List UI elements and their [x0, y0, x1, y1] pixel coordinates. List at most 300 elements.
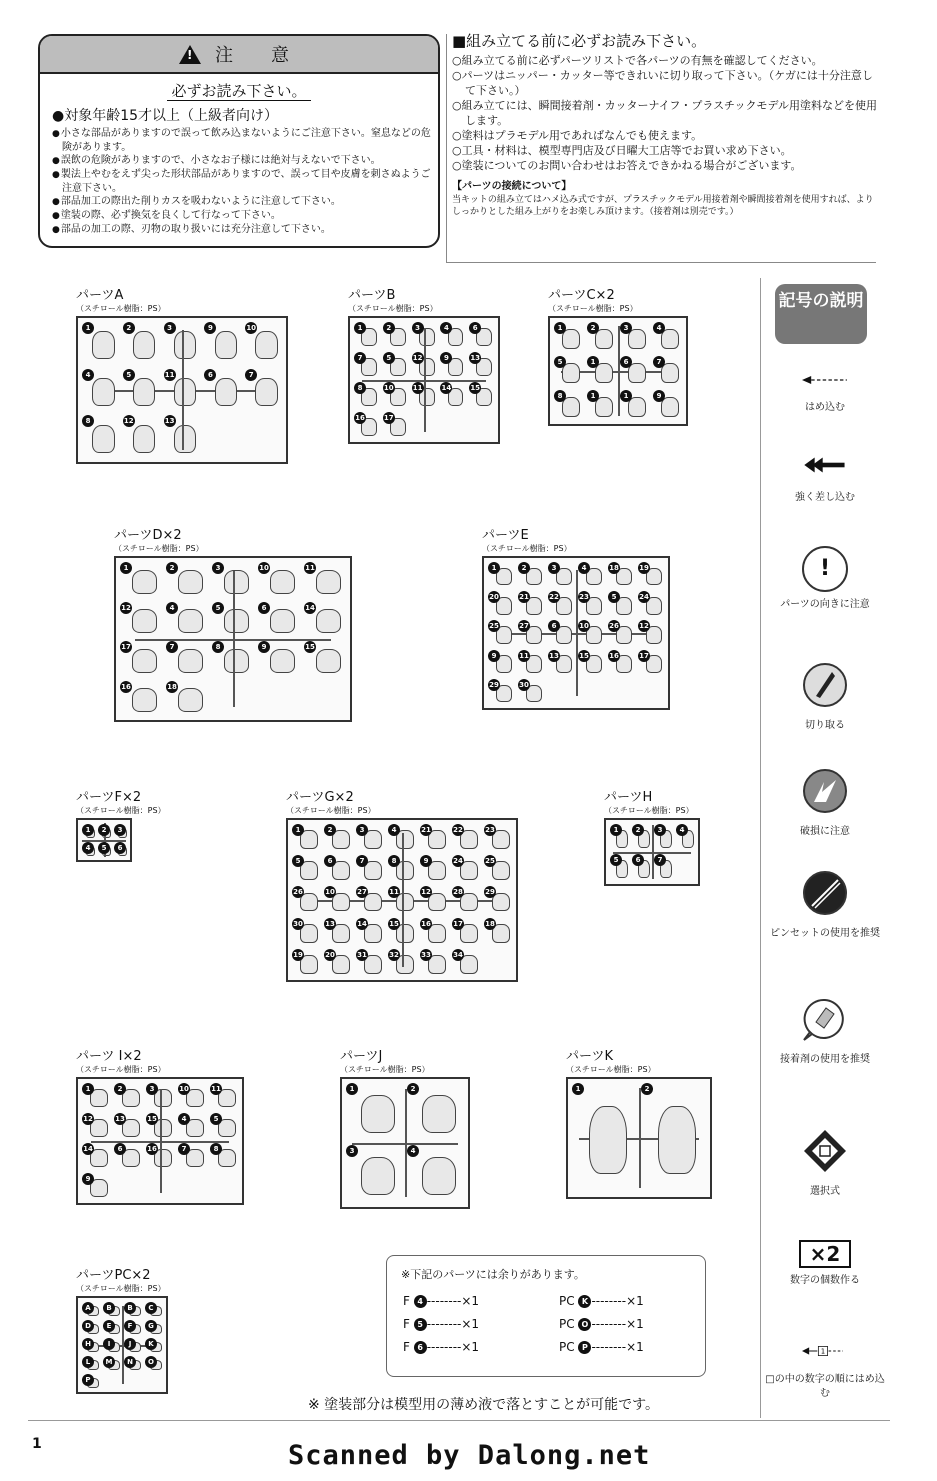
- part-number-badge: 3: [346, 1145, 358, 1157]
- part-number-badge: I: [103, 1338, 115, 1350]
- part-number-badge: 12: [412, 354, 423, 362]
- sprue-diagram: [604, 818, 700, 886]
- part-number-badge: 2: [632, 824, 644, 836]
- part-number-badge: 5: [212, 602, 224, 614]
- sprue-diagram: [548, 316, 688, 426]
- part-number-badge: 29: [489, 680, 499, 689]
- age-notice: ●対象年齢15才以上（上級者向け）: [52, 108, 279, 124]
- must-read: 必ずお読み下さい。: [40, 80, 438, 101]
- part-number-badge: 15: [389, 919, 399, 928]
- part-number-badge: 12: [421, 888, 431, 897]
- legend-label: パーツの向きに注意: [780, 599, 870, 610]
- part-number-badge: 17: [453, 919, 463, 928]
- sprue-piece: [361, 1157, 395, 1194]
- part-number-badge: 16: [609, 651, 619, 660]
- part-title: パーツC×2: [548, 288, 615, 303]
- part-material: （スチロール樹脂：PS）: [566, 1065, 656, 1074]
- spare-row: [559, 1340, 644, 1354]
- part-number-badge: 6: [469, 322, 481, 334]
- sprue-piece: [661, 363, 679, 383]
- legend-item-order: [761, 1340, 889, 1401]
- part-material: （スチロール樹脂：PS）: [548, 304, 638, 313]
- part-number-badge: 10: [579, 622, 589, 631]
- order-icon: [802, 1340, 848, 1362]
- part-number-badge: 16: [121, 682, 131, 691]
- part-number-badge: 4: [440, 322, 452, 334]
- part-number-badge: 20: [489, 593, 499, 602]
- part-number-badge: 4: [82, 369, 94, 381]
- part-number-badge: 10: [383, 384, 394, 392]
- part-number-badge: 3: [146, 1083, 158, 1095]
- part-number-badge: 7: [166, 641, 178, 653]
- part-number-badge: G: [145, 1320, 157, 1332]
- part-number-badge: A: [82, 1302, 94, 1314]
- part-number-badge: 3: [114, 824, 126, 836]
- part-number-badge: 13: [164, 417, 175, 426]
- sprue-piece: [132, 570, 157, 594]
- sprue-piece: [224, 570, 249, 594]
- multiply-icon: ×2: [799, 1240, 851, 1268]
- instruction-item: ○ 塗料はプラモデル用であればなんでも使えます。: [452, 128, 882, 143]
- part-number-badge: 26: [609, 622, 619, 631]
- sprue-piece: [562, 363, 580, 383]
- part-title: パーツK: [566, 1049, 614, 1064]
- part-number-badge: M: [103, 1356, 115, 1368]
- part-number-badge: 3: [620, 322, 632, 334]
- part-number-badge: 5: [292, 855, 304, 867]
- part-number-badge: 1: [554, 322, 566, 334]
- part-number-badge: 2: [383, 322, 395, 334]
- part-number-badge: L: [82, 1356, 94, 1368]
- part-number-badge: 11: [211, 1085, 221, 1093]
- legend-title: 記号の説明: [775, 284, 867, 344]
- part-number-badge: 14: [83, 1145, 93, 1153]
- part-title: パーツD×2: [114, 528, 182, 543]
- spare-part-number: K: [578, 1295, 591, 1308]
- part-number-badge: 10: [259, 564, 269, 572]
- sprue-piece: [422, 1095, 456, 1132]
- sprue-piece: [661, 329, 679, 349]
- part-number-badge: 9: [258, 641, 270, 653]
- part-number-badge: 17: [121, 643, 131, 651]
- part-number-badge: 14: [357, 919, 367, 928]
- sprue-piece: [361, 1095, 395, 1132]
- part-number-badge: 18: [167, 682, 177, 691]
- caution-item: ● 製法上やむをえず尖った形状部品がありますので、誤って目や皮膚を刺さぬようご注意下さい。: [52, 168, 438, 195]
- part-number-badge: 4: [82, 842, 94, 854]
- part-number-badge: 12: [639, 622, 649, 631]
- caution-title: 注 意: [215, 45, 299, 66]
- part-number-badge: 4: [653, 322, 665, 334]
- sprue-piece: [255, 331, 277, 359]
- part-material: （スチロール樹脂：PS）: [76, 806, 166, 815]
- part-number-badge: 1: [610, 824, 622, 836]
- choice-icon: [802, 1128, 848, 1174]
- part-number-badge: 23: [579, 593, 589, 602]
- part-material: （スチロール樹脂：PS）: [76, 304, 166, 313]
- sprue-diagram: [340, 1077, 470, 1209]
- legend-item-cut: [761, 662, 889, 733]
- spare-qty: --------×1: [591, 1294, 644, 1308]
- caution-item: ● 誤飲の危険がありますので、小さなお子様には絶対与えないで下さい。: [52, 154, 438, 168]
- legend-label: 接着剤の使用を推奨: [780, 1054, 870, 1065]
- part-number-badge: 12: [123, 417, 134, 426]
- part-number-badge: 9: [420, 855, 432, 867]
- sprue-piece: [316, 609, 341, 633]
- sprue-piece: [132, 688, 157, 712]
- sprue-piece: [589, 1106, 627, 1174]
- sprue-diagram: [76, 818, 132, 862]
- part-number-badge: 3: [412, 322, 424, 334]
- spare-part-number: 6: [414, 1341, 427, 1354]
- part-number-badge: 3: [548, 562, 560, 574]
- part-number-badge: 10: [325, 888, 335, 897]
- part-number-badge: 1: [82, 322, 94, 334]
- legend-item-push: [761, 450, 889, 505]
- part-number-badge: 6: [620, 356, 632, 368]
- part-number-badge: 1: [572, 1083, 584, 1095]
- part-material: （スチロール樹脂：PS）: [604, 806, 694, 815]
- part-number-badge: 3: [654, 824, 666, 836]
- glue-icon: [802, 996, 848, 1042]
- legend: [760, 278, 900, 1418]
- part-number-badge: 1: [354, 322, 366, 334]
- instruction-item: ○ 工具・材料は、模型専門店及び日曜大工店等でお買い求め下さい。: [452, 143, 882, 158]
- part-number-badge: 21: [519, 593, 529, 602]
- part-number-badge: 15: [147, 1115, 157, 1123]
- caution-list: [52, 127, 438, 237]
- part-number-badge: 13: [115, 1115, 125, 1123]
- part-block-b: [348, 284, 500, 444]
- part-number-badge: 1: [346, 1083, 358, 1095]
- part-material: （スチロール樹脂：PS）: [348, 304, 438, 313]
- part-number-badge: 8: [210, 1143, 222, 1155]
- part-number-badge: 4: [407, 1145, 419, 1157]
- part-number-badge: 33: [421, 950, 431, 959]
- part-block-a: [76, 284, 288, 464]
- legend-item-choice: [761, 1128, 889, 1199]
- spare-row: [403, 1294, 479, 1308]
- sprue-piece: [224, 649, 249, 673]
- part-number-badge: 4: [676, 824, 688, 836]
- legend-label: 破損に注意: [800, 826, 850, 837]
- sprue-piece: [215, 378, 237, 406]
- part-number-badge: 6: [258, 602, 270, 614]
- instructions-list: [452, 53, 882, 173]
- spare-qty: --------×1: [591, 1340, 644, 1354]
- legend-item-tweezers: [761, 870, 889, 941]
- spare-parts-box: [386, 1255, 706, 1377]
- part-number-badge: P: [82, 1374, 94, 1386]
- instructions-divider: [446, 34, 447, 262]
- part-number-badge: 13: [325, 919, 335, 928]
- part-number-badge: 1: [82, 1083, 94, 1095]
- part-number-badge: 13: [470, 354, 481, 362]
- part-number-badge: 15: [305, 643, 315, 651]
- part-number-badge: 17: [383, 414, 394, 422]
- part-number-badge: 7: [178, 1143, 190, 1155]
- part-block-f: [76, 786, 166, 862]
- part-number-badge: 18: [609, 564, 619, 572]
- part-number-badge: 9: [440, 352, 452, 364]
- part-number-badge: 19: [639, 564, 649, 572]
- part-number-badge: 21: [421, 826, 431, 834]
- legend-label: □の中の数字の順にはめ込む: [765, 1374, 885, 1399]
- part-material: （スチロール樹脂：PS）: [114, 544, 204, 553]
- spare-prefix: PC: [559, 1340, 579, 1354]
- sprue-piece: [132, 609, 157, 633]
- paint-note: ※ 塗装部分は模型用の薄め液で落とすことが可能です。: [308, 1397, 660, 1413]
- page-rule: [28, 1420, 890, 1421]
- part-number-badge: 1: [120, 562, 132, 574]
- part-number-badge: 2: [518, 562, 530, 574]
- instructions-title: ■組み立てる前に必ずお読み下さい。: [452, 32, 707, 50]
- spare-qty: --------×1: [426, 1294, 480, 1308]
- sprue-piece: [174, 425, 196, 453]
- part-number-badge: 16: [421, 919, 431, 928]
- part-title: パーツPC×2: [76, 1268, 151, 1283]
- part-number-badge: 4: [578, 562, 590, 574]
- part-block-i: [76, 1045, 244, 1205]
- dashed-arrow-icon: [802, 370, 848, 390]
- part-number-badge: B: [124, 1302, 136, 1314]
- part-number-badge: 2: [641, 1083, 653, 1095]
- caution-item: ● 小さな部品がありますので誤って飲み込まないようにご注意下さい。窒息などの危険があります。: [52, 127, 438, 154]
- sprue-piece: [316, 649, 341, 673]
- spare-part-number: O: [578, 1318, 591, 1331]
- part-number-badge: D: [82, 1320, 94, 1332]
- instruction-item: ○ パーツはニッパー・カッター等できれいに切り取って下さい。（ケガには十分注意して下さい。）: [452, 68, 882, 98]
- part-number-badge: 25: [485, 857, 495, 866]
- sprue-piece: [92, 378, 114, 406]
- part-material: （スチロール樹脂：PS）: [76, 1284, 166, 1293]
- part-number-badge: 22: [453, 826, 463, 834]
- part-number-badge: E: [103, 1320, 115, 1332]
- sprue-piece: [562, 397, 580, 417]
- part-number-badge: 11: [519, 651, 529, 660]
- sprue-piece: [628, 363, 646, 383]
- part-number-badge: 5: [608, 591, 620, 603]
- legend-label: 強く差し込む: [795, 492, 855, 503]
- part-number-badge: 9: [488, 650, 500, 662]
- part-number-badge: F: [124, 1320, 136, 1332]
- part-number-badge: 2: [587, 322, 599, 334]
- part-number-badge: 32: [389, 950, 399, 959]
- connection-text: 当キットの組み立てはハメ込み式ですが、プラスチックモデル用接着剤や瞬間接着剤を使用すれば、よりしっかりとした組み上がりをお楽しみ頂けます。（接着剤は別売です。）: [452, 195, 874, 217]
- part-number-badge: 10: [179, 1085, 189, 1093]
- part-number-badge: 18: [485, 919, 495, 928]
- sprue-diagram: [566, 1077, 712, 1199]
- part-number-badge: J: [124, 1338, 136, 1350]
- part-number-badge: 4: [388, 824, 400, 836]
- part-number-badge: 3: [164, 322, 176, 334]
- part-number-badge: 1: [82, 824, 94, 836]
- part-number-badge: 5: [98, 842, 110, 854]
- part-number-badge: 8: [388, 855, 400, 867]
- legend-item-multiply: [761, 1240, 889, 1288]
- part-title: パーツA: [76, 288, 124, 303]
- sprue-piece: [595, 397, 613, 417]
- part-number-badge: 8: [554, 390, 566, 402]
- part-number-badge: 8: [354, 382, 366, 394]
- part-title: パーツB: [348, 288, 396, 303]
- part-number-badge: 15: [579, 651, 589, 660]
- sprue-piece: [270, 609, 295, 633]
- caution-item: ● 部品の加工の際、刃物の取り扱いには充分注意して下さい。: [52, 223, 438, 237]
- legend-label: 切り取る: [805, 720, 845, 731]
- part-number-badge: 9: [82, 1173, 94, 1185]
- connection-title: 【パーツの接続について】: [452, 181, 572, 192]
- part-number-badge: 1: [587, 356, 599, 368]
- caution-item: ● 塗装の際、必ず換気を良くして行なって下さい。: [52, 209, 438, 223]
- sprue-piece: [132, 649, 157, 673]
- part-number-badge: 2: [166, 562, 178, 574]
- legend-label: はめ込む: [805, 402, 845, 413]
- sprue-piece: [628, 329, 646, 349]
- part-number-badge: 20: [325, 950, 335, 959]
- part-number-badge: 6: [204, 369, 216, 381]
- part-number-badge: 9: [204, 322, 216, 334]
- part-number-badge: 12: [83, 1115, 93, 1123]
- part-number-badge: H: [82, 1338, 94, 1350]
- part-block-k: [566, 1045, 712, 1199]
- spare-row: [403, 1317, 479, 1331]
- part-number-badge: 34: [453, 950, 463, 959]
- part-number-badge: 31: [357, 950, 367, 959]
- part-number-badge: B: [103, 1302, 115, 1314]
- part-material: （スチロール樹脂：PS）: [482, 544, 572, 553]
- part-number-badge: 1: [292, 824, 304, 836]
- part-number-badge: 5: [610, 854, 622, 866]
- part-number-badge: 1: [587, 390, 599, 402]
- part-number-badge: 5: [210, 1113, 222, 1125]
- spare-prefix: F: [403, 1294, 414, 1308]
- sprue-piece: [178, 609, 203, 633]
- part-number-badge: 11: [305, 564, 315, 572]
- part-block-d: [114, 524, 352, 722]
- part-number-badge: 4: [178, 1113, 190, 1125]
- part-number-badge: 7: [654, 854, 666, 866]
- part-number-badge: 24: [639, 593, 649, 602]
- break-icon: [802, 768, 848, 814]
- legend-item-break: [761, 768, 889, 839]
- part-number-badge: 6: [324, 855, 336, 867]
- sprue-diagram: [114, 556, 352, 722]
- sprue-piece: [133, 331, 155, 359]
- part-number-badge: 6: [114, 842, 126, 854]
- sprue-piece: [224, 609, 249, 633]
- legend-label: ピンセットの使用を推奨: [770, 928, 880, 939]
- part-title: パーツE: [482, 528, 529, 543]
- spare-prefix: PC: [559, 1294, 579, 1308]
- legend-item-direction: [761, 546, 889, 612]
- part-number-badge: 14: [441, 384, 452, 392]
- part-title: パーツG×2: [286, 790, 354, 805]
- part-number-badge: 10: [246, 324, 257, 332]
- part-number-badge: 8: [82, 415, 94, 427]
- part-number-badge: 28: [453, 888, 463, 897]
- part-material: （スチロール樹脂：PS）: [340, 1065, 430, 1074]
- part-title: パーツF×2: [76, 790, 142, 805]
- spare-prefix: PC: [559, 1317, 579, 1331]
- sprue-piece: [174, 331, 196, 359]
- spare-qty: --------×1: [591, 1317, 644, 1331]
- spare-qty: --------×1: [426, 1340, 480, 1354]
- part-number-badge: 3: [356, 824, 368, 836]
- part-block-j: [340, 1045, 470, 1209]
- part-number-badge: 30: [293, 919, 303, 928]
- part-number-badge: 17: [639, 651, 649, 660]
- sprue-piece: [658, 1106, 696, 1174]
- instruction-item: ○ 塗装についてのお問い合わせはお答えできかねる場合がございます。: [452, 158, 882, 173]
- part-number-badge: K: [145, 1338, 157, 1350]
- sprue-piece: [628, 397, 646, 417]
- part-number-badge: 2: [123, 322, 135, 334]
- sprue-piece: [316, 570, 341, 594]
- part-number-badge: 30: [519, 680, 529, 689]
- spare-prefix: F: [403, 1317, 414, 1331]
- sprue-piece: [92, 425, 114, 453]
- sprue-piece: [133, 425, 155, 453]
- part-number-badge: 7: [356, 855, 368, 867]
- part-number-badge: 27: [357, 888, 367, 897]
- part-number-badge: 5: [123, 369, 135, 381]
- part-number-badge: 7: [245, 369, 257, 381]
- spare-part-number: 4: [414, 1295, 427, 1308]
- caution-header: [40, 36, 438, 74]
- sprue-diagram: [76, 1296, 168, 1394]
- part-block-pc: [76, 1264, 168, 1394]
- spare-part-number: P: [578, 1341, 591, 1354]
- sprue-piece: [215, 331, 237, 359]
- sprue-piece: [92, 331, 114, 359]
- legend-item-insert: [761, 370, 889, 415]
- sprue-piece: [174, 378, 196, 406]
- part-block-g: [286, 786, 518, 982]
- part-number-badge: 23: [485, 826, 495, 834]
- legend-label: 数字の個数作る: [790, 1275, 860, 1286]
- sprue-piece: [178, 649, 203, 673]
- spare-part-number: 5: [414, 1318, 427, 1331]
- instruction-item: ○ 組み立てには、瞬間接着剤・カッターナイフ・プラスチックモデル用塗料などを使用します。: [452, 98, 882, 128]
- part-number-badge: 9: [653, 390, 665, 402]
- sprue-piece: [595, 363, 613, 383]
- part-number-badge: 8: [212, 641, 224, 653]
- part-number-badge: 13: [549, 651, 559, 660]
- part-number-badge: O: [145, 1356, 157, 1368]
- part-number-badge: 11: [164, 370, 175, 379]
- sprue-piece: [595, 329, 613, 349]
- part-number-badge: 3: [212, 562, 224, 574]
- part-number-badge: 16: [355, 414, 365, 422]
- part-number-badge: 4: [166, 602, 178, 614]
- part-number-badge: N: [124, 1356, 136, 1368]
- part-number-badge: 7: [653, 356, 665, 368]
- part-number-badge: 12: [121, 603, 131, 612]
- spare-prefix: F: [403, 1340, 414, 1354]
- part-number-badge: C: [145, 1302, 157, 1314]
- instructions-rule: [446, 262, 876, 263]
- part-number-badge: 11: [412, 384, 423, 392]
- sprue-piece: [661, 397, 679, 417]
- part-number-badge: 11: [389, 888, 399, 897]
- part-number-badge: 6: [114, 1143, 126, 1155]
- part-number-badge: 2: [324, 824, 336, 836]
- spare-row: [559, 1294, 644, 1308]
- part-number-badge: 7: [354, 352, 366, 364]
- sprue-piece: [133, 378, 155, 406]
- cut-icon: [802, 662, 848, 708]
